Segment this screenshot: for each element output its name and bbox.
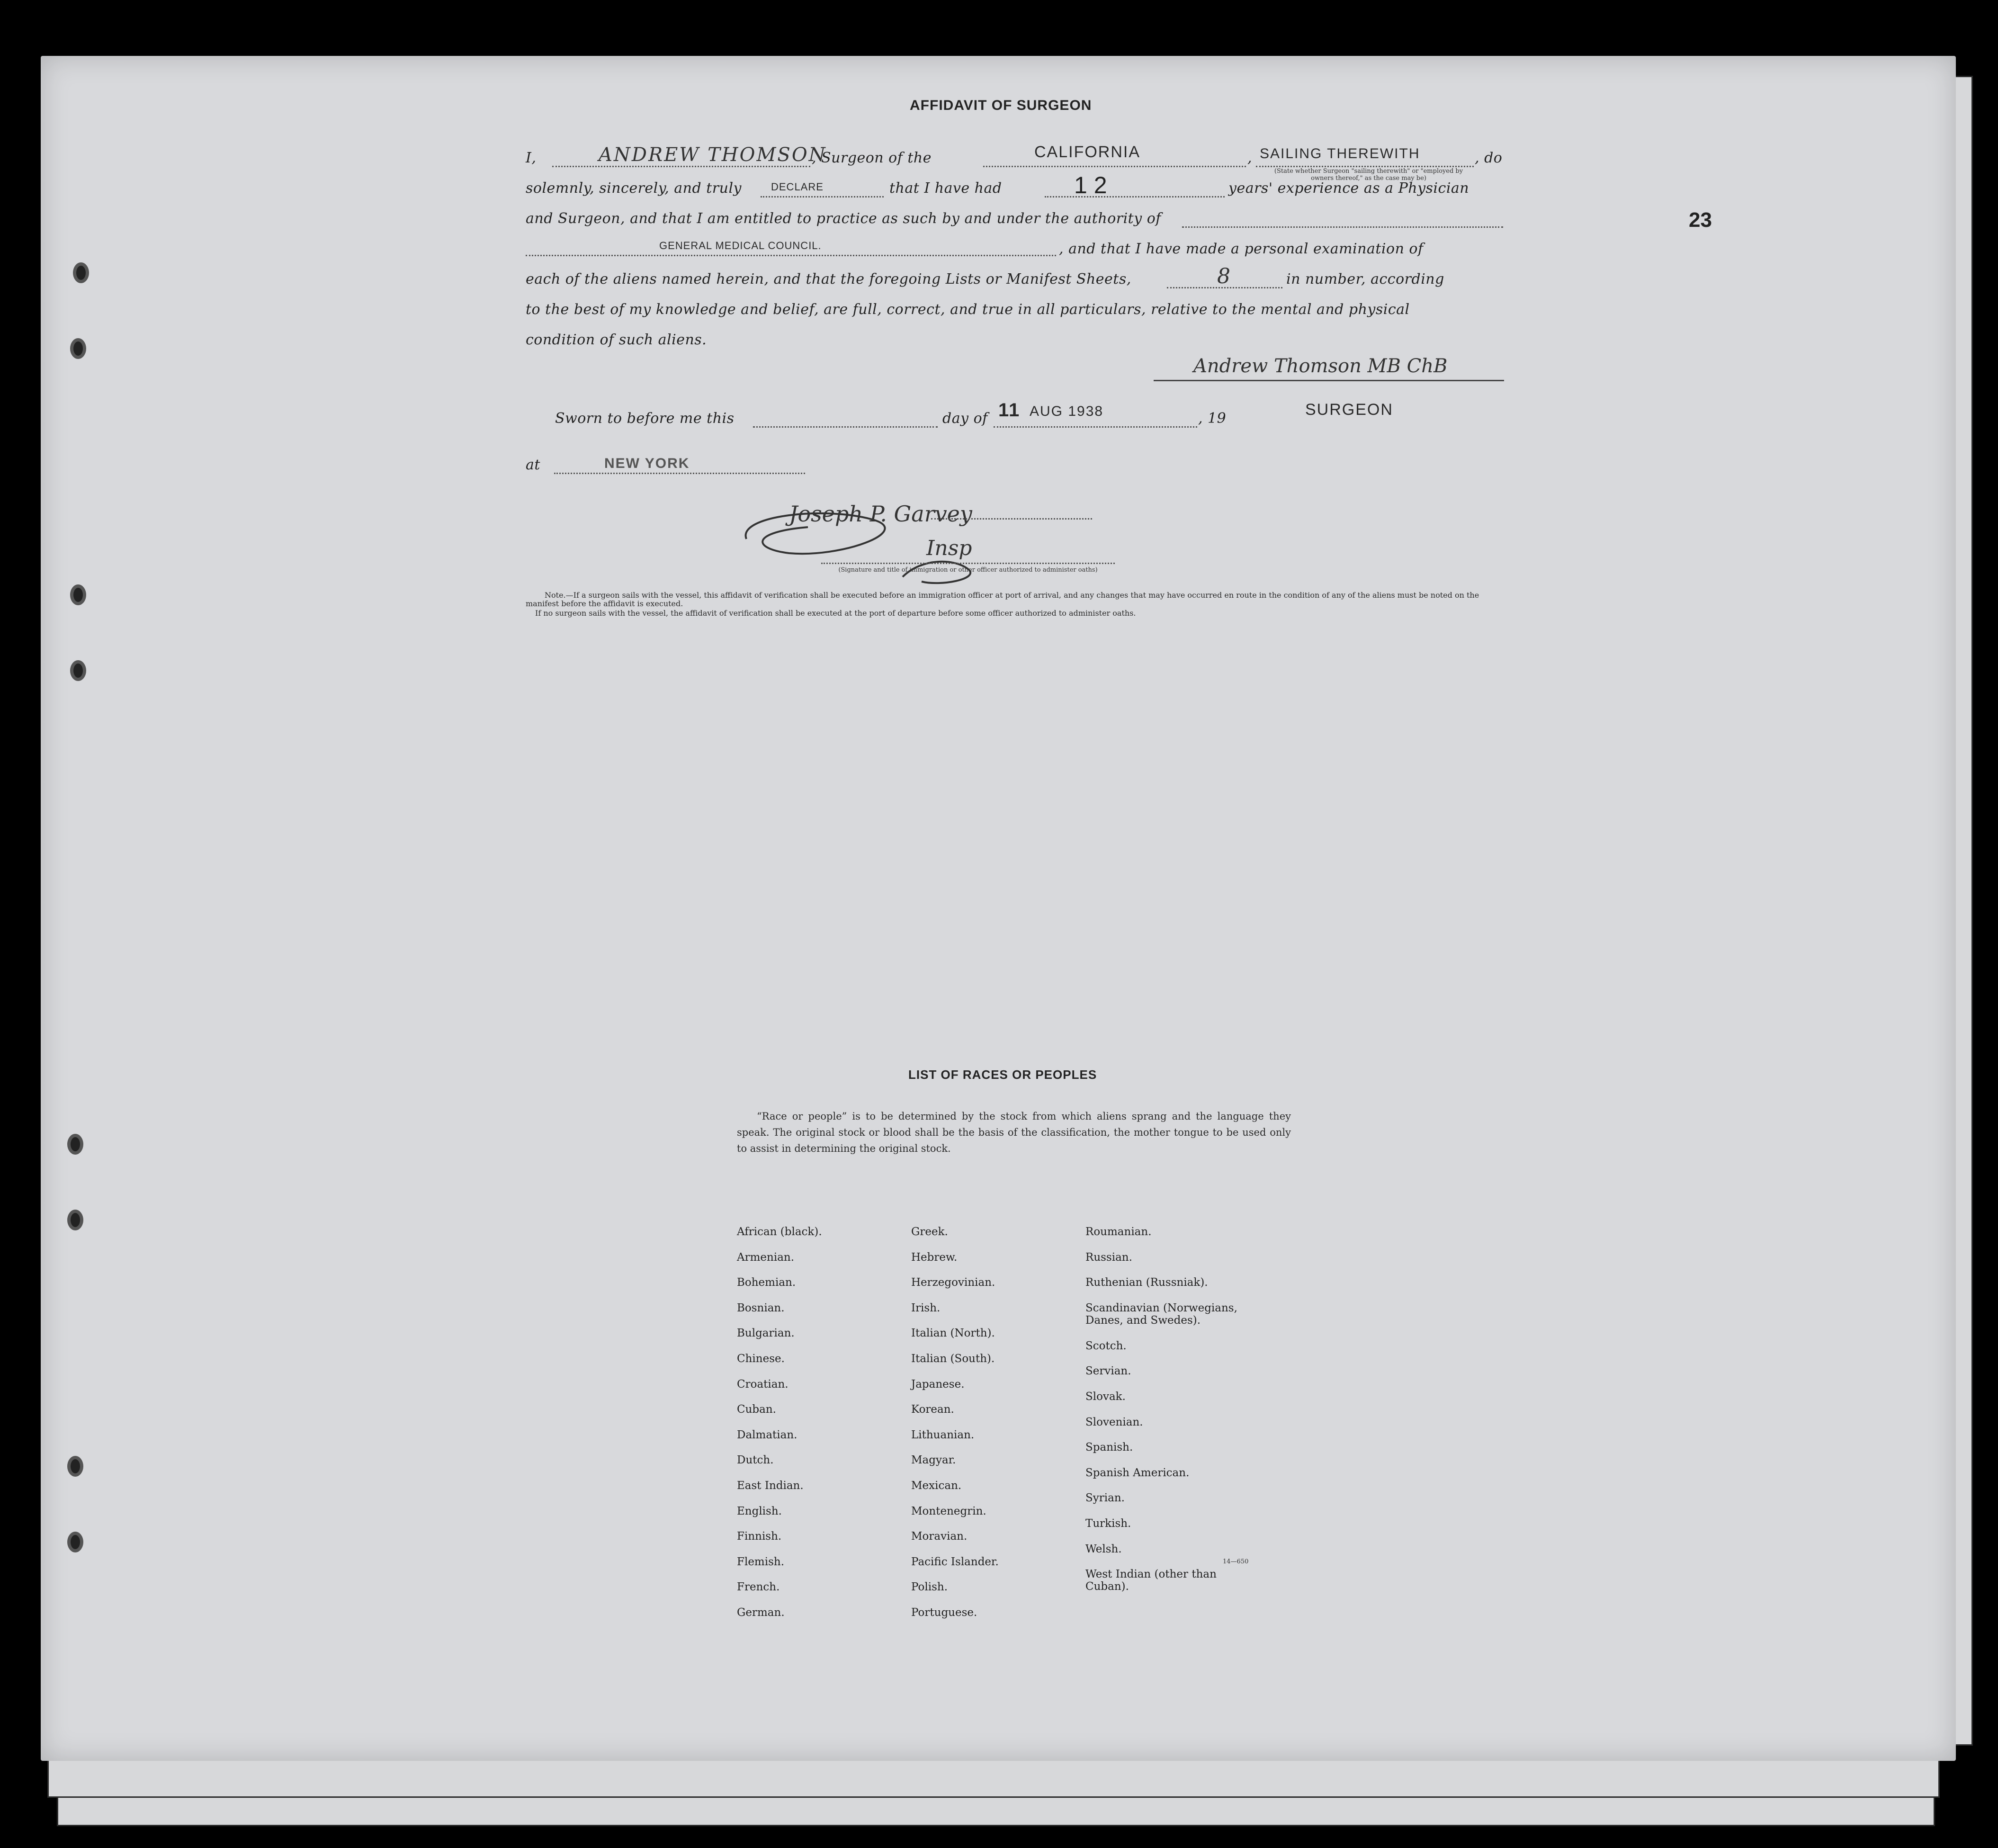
date-stamp: AUG 1938 [1030, 404, 1104, 419]
page-number: 23 [1689, 208, 1712, 232]
race-item: Magyar. [911, 1454, 956, 1467]
binder-hole [67, 1532, 83, 1552]
race-item: Italian (North). [911, 1327, 995, 1340]
race-item: English. [737, 1505, 782, 1517]
line2-pre: solemnly, sincerely, and truly [526, 180, 742, 197]
binder-hole [70, 660, 86, 681]
binder-hole [67, 1210, 83, 1230]
race-item: Dalmatian. [737, 1428, 797, 1441]
race-item: Irish. [911, 1301, 941, 1314]
sworn-year: , 19 [1198, 410, 1227, 427]
race-item: Moravian. [911, 1530, 968, 1543]
race-item: Slovenian. [1085, 1416, 1143, 1428]
line3: and Surgeon, and that I am entitled to practice as such by and under the authority of [526, 210, 1161, 227]
race-item: African (black). [737, 1226, 822, 1238]
surgeon-status: SAILING THEREWITH [1260, 146, 1420, 161]
years-experience: 12 [1074, 172, 1114, 198]
race-item: Roumanian. [1085, 1226, 1152, 1238]
years-line [1045, 196, 1225, 197]
sheet-count: 8 [1217, 264, 1230, 288]
sworn-day-line [753, 426, 938, 428]
races-title: LIST OF RACES OR PEOPLES [908, 1068, 1097, 1082]
races-intro: “Race or people” is to be determined by the stock from which aliens sprang and the language they speak. The original stock or blood shall be the basis of the classification, the mother tongue to be used only to assist in determining the original stock. [737, 1111, 1291, 1154]
race-item: Scandinavian (Norwegians, Danes, and Swedes). [1085, 1301, 1237, 1327]
race-item: Slovak. [1085, 1390, 1126, 1403]
line6: to the best of my knowledge and belief, are full, correct, and true in all particulars, relative to the mental and physical [526, 301, 1410, 318]
race-item: Dutch. [737, 1454, 774, 1467]
binder-hole [67, 1134, 83, 1155]
races-column-2 [911, 1226, 999, 1632]
race-item: Cuban. [737, 1403, 776, 1416]
affidavit-title: AFFIDAVIT OF SURGEON [910, 98, 1092, 113]
line5-pre: each of the aliens named herein, and that the foregoing Lists or Manifest Sheets, [526, 271, 1131, 287]
line2-mid: that I have had [889, 180, 1002, 197]
race-item: Spanish. [1085, 1441, 1133, 1454]
race-item: Chinese. [737, 1352, 785, 1365]
race-item: Italian (South). [911, 1352, 995, 1365]
authority-line-a [1182, 226, 1503, 228]
race-item: Montenegrin. [911, 1505, 986, 1517]
declare-word: DECLARE [771, 181, 824, 193]
line1-sep: , [1247, 150, 1253, 166]
race-item: Ruthenian (Russniak). [1085, 1276, 1208, 1289]
line4-end: , and that I have made a personal examination of [1059, 241, 1424, 257]
officer-caption: (Signature and title of immigration or other officer authorized to administer oaths) [838, 566, 1098, 574]
place-name: NEW YORK [604, 456, 690, 471]
surgeon-name: ANDREW THOMSON [599, 144, 827, 166]
race-item: Finnish. [737, 1530, 782, 1543]
vessel-name: CALIFORNIA [1034, 143, 1141, 161]
at-line [554, 473, 805, 474]
race-item: East Indian. [737, 1479, 804, 1492]
line1-end: , do [1475, 150, 1503, 166]
race-item: Korean. [911, 1403, 954, 1416]
authority-line-b [526, 255, 1056, 256]
race-item: Flemish. [737, 1555, 785, 1568]
race-item: Armenian. [737, 1251, 795, 1264]
binder-hole [70, 338, 86, 359]
line1-pre: I, [526, 150, 537, 166]
signature-line [1154, 380, 1504, 381]
sworn-month-line [994, 426, 1197, 428]
line5-end: in number, according [1286, 271, 1444, 287]
race-item: Japanese. [911, 1378, 965, 1390]
binder-hole [67, 1456, 83, 1477]
races-column-3 [1085, 1226, 1275, 1594]
race-item: Mexican. [911, 1479, 962, 1492]
race-item: Servian. [1085, 1365, 1131, 1378]
declare-line [761, 196, 884, 197]
sworn-pre: Sworn to before me this [555, 410, 735, 427]
officer-signature: Joseph P. Garvey [789, 501, 972, 527]
line1-mid: , Surgeon of the [812, 150, 932, 166]
race-item: Croatian. [737, 1378, 788, 1390]
name-line [552, 166, 810, 167]
status-line [1256, 166, 1474, 167]
officer-line-b [821, 563, 1115, 564]
status-note: (State whether Surgeon "sailing therewith" or "employed by owners thereof," as the case may be) [1274, 168, 1463, 182]
vessel-line [983, 166, 1246, 167]
race-item: Bohemian. [737, 1276, 796, 1289]
race-item: Bulgarian. [737, 1327, 795, 1340]
race-item: Turkish. [1085, 1517, 1131, 1530]
line2-end: years' experience as a Physician [1228, 180, 1469, 197]
race-item: Pacific Islander. [911, 1555, 999, 1568]
binder-hole [73, 262, 89, 283]
form-number: 14—650 [1223, 1558, 1249, 1565]
race-item: West Indian (other than Cuban). [1085, 1568, 1217, 1593]
officer-title: Insp [926, 536, 972, 560]
races-column-1 [737, 1226, 822, 1632]
race-item: Herzegovinian. [911, 1276, 995, 1289]
race-item: Spanish American. [1085, 1466, 1190, 1479]
at-label: at [526, 457, 540, 473]
race-item: Russian. [1085, 1251, 1132, 1264]
sworn-day-of: day of [942, 410, 988, 427]
race-item: Hebrew. [911, 1251, 958, 1264]
race-item: Welsh. [1085, 1543, 1122, 1555]
note-paragraph-2: If no surgeon sails with the vessel, the affidavit of verification shall be executed at the port of departure before some officer authorized to administer oaths. [535, 609, 1136, 618]
race-item: Polish. [911, 1581, 948, 1594]
note-paragraph-1: Note.—If a surgeon sails with the vessel, this affidavit of verification shall be executed before an immigration officer at port of arrival, and any changes that may have occurred en route in the condition of any of the aliens must be noted on the manifest before the affidavit is executed. [526, 591, 1479, 608]
date-day: 11 [998, 400, 1021, 421]
binder-hole [70, 584, 86, 605]
race-item: French. [737, 1581, 780, 1594]
race-item: Lithuanian. [911, 1428, 975, 1441]
race-item: Greek. [911, 1226, 948, 1238]
race-item: Bosnian. [737, 1301, 785, 1314]
surgeon-label: SURGEON [1305, 401, 1393, 419]
race-item: Portuguese. [911, 1606, 977, 1619]
line7: condition of such aliens. [526, 332, 707, 348]
manifest-page [41, 56, 1956, 1761]
race-item: German. [737, 1606, 785, 1619]
officer-line-a [931, 518, 1092, 520]
surgeon-signature: Andrew Thomson MB ChB [1193, 355, 1448, 377]
race-item: Syrian. [1085, 1492, 1125, 1505]
authority-name: GENERAL MEDICAL COUNCIL. [659, 240, 822, 251]
race-item: Scotch. [1085, 1339, 1127, 1352]
